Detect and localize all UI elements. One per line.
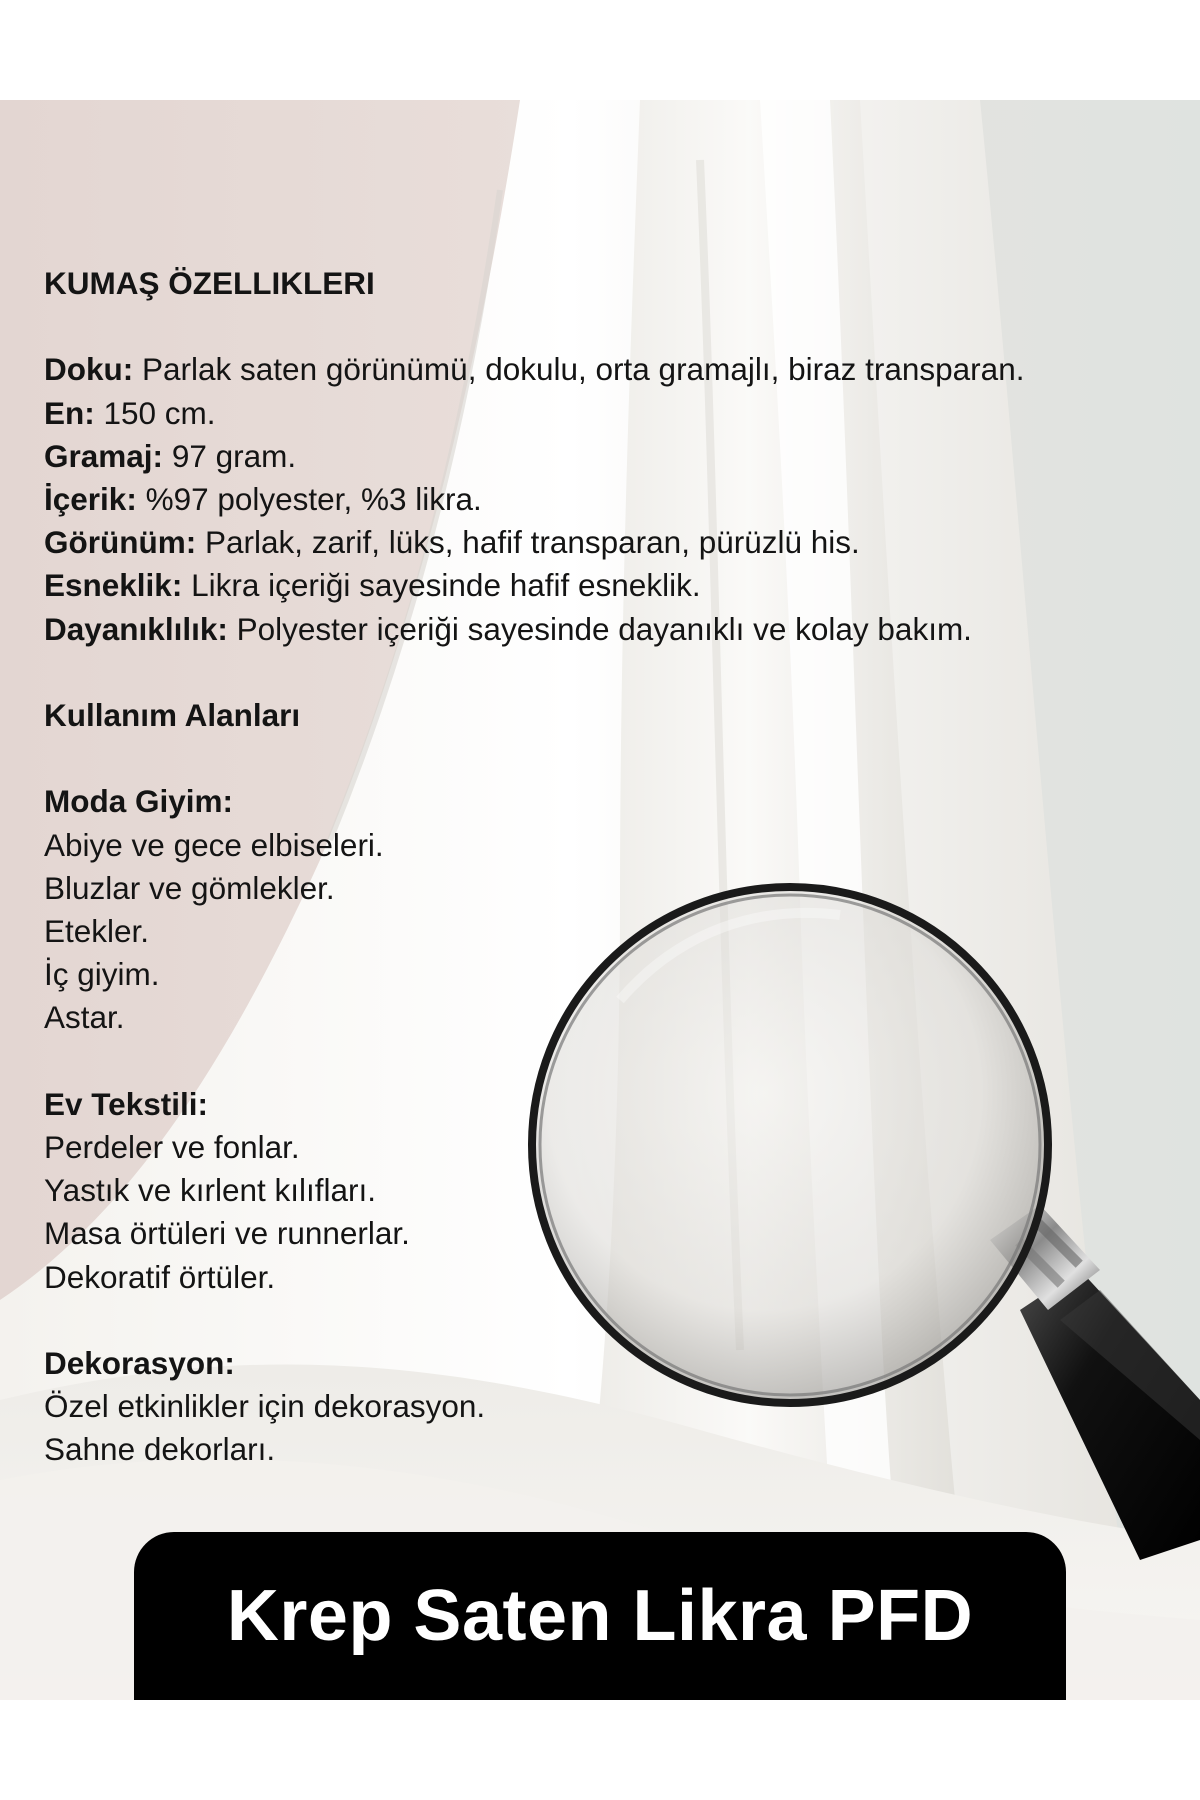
fabric-specifications	[44, 262, 1174, 1472]
spec-label: İçerik:	[44, 481, 137, 517]
spec-value: Likra içeriği sayesinde hafif esneklik.	[182, 567, 701, 604]
usage-item: Etekler.	[44, 913, 150, 949]
spec-label: En:	[44, 394, 95, 431]
usage-item: Dekoratif örtüler.	[44, 1258, 276, 1295]
usage-item: Sahne dekorları.	[44, 1431, 276, 1468]
spec-list	[44, 348, 1174, 650]
spec-label: Esneklik:	[44, 567, 183, 604]
usage-item: Abiye ve gece elbiseleri.	[44, 826, 384, 863]
spec-line	[44, 392, 1174, 435]
spec-line	[44, 521, 1174, 564]
spec-value: 150 cm.	[94, 394, 216, 431]
spec-value: %97 polyester, %3 likra.	[136, 481, 482, 517]
spec-line	[44, 348, 1174, 391]
specs-heading: KUMAŞ ÖZELLIKLERI	[44, 265, 375, 301]
product-title: Krep Saten Likra PFD	[226, 1576, 974, 1656]
product-title-banner	[134, 1532, 1066, 1700]
usage-item: Astar.	[44, 999, 125, 1036]
spec-label: Dayanıklılık:	[44, 610, 228, 647]
usage-heading: Kullanım Alanları	[44, 697, 301, 733]
usage-item: Yastık ve kırlent kılıfları.	[44, 1172, 377, 1209]
spec-label: Gramaj:	[44, 437, 164, 474]
usage-item: İç giyim.	[44, 956, 160, 993]
spec-label: Doku:	[44, 351, 134, 388]
usage-item: Masa örtüleri ve runnerlar.	[44, 1215, 410, 1252]
usage-group-title: Dekorasyon:	[44, 1345, 235, 1381]
spec-value: Parlak, zarif, lüks, hafif transparan, pürüzlü his.	[196, 524, 860, 561]
spec-line	[44, 608, 1174, 651]
usage-item: Özel etkinlikler için dekorasyon.	[44, 1388, 486, 1425]
usage-item: Perdeler ve fonlar.	[44, 1129, 300, 1165]
spec-line	[44, 435, 1174, 478]
spec-value: Polyester içeriği sayesinde dayanıklı ve kolay bakım.	[227, 610, 972, 647]
spec-line	[44, 564, 1174, 607]
spec-label: Görünüm:	[44, 524, 197, 561]
spec-line	[44, 478, 1174, 521]
usage-item: Bluzlar ve gömlekler.	[44, 869, 335, 906]
spec-value: 97 gram.	[163, 437, 297, 474]
usage-list	[44, 737, 1174, 1471]
spec-value: Parlak saten görünümü, dokulu, orta gramajlı, biraz transparan.	[133, 351, 1025, 388]
usage-group-title: Ev Tekstili:	[44, 1085, 208, 1122]
usage-group-title: Moda Giyim:	[44, 783, 234, 820]
